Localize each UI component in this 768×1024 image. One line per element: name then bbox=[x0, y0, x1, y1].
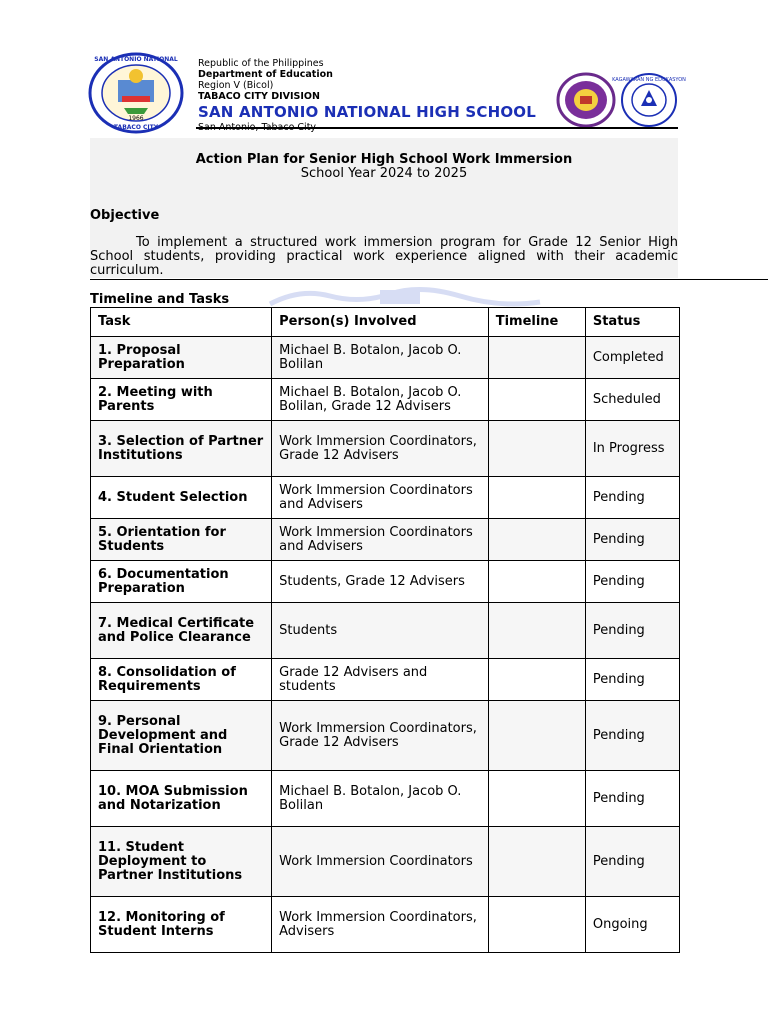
status-cell: Scheduled bbox=[585, 379, 679, 421]
persons-cell: Work Immersion Coordinators bbox=[272, 827, 489, 897]
school-name: SAN ANTONIO NATIONAL HIGH SCHOOL bbox=[198, 103, 536, 121]
objective-text: To implement a structured work immersion program for Grade 12 Senior High School students, providing practical work experience aligned with their academic curriculum. bbox=[90, 235, 678, 278]
timeline-cell bbox=[488, 561, 585, 603]
table-row bbox=[91, 337, 680, 379]
task-cell: 11. Student Deployment to Partner Institutions bbox=[91, 827, 272, 897]
persons-cell: Students bbox=[272, 603, 489, 659]
objective-heading: Objective bbox=[90, 208, 160, 223]
svg-text:TABACO CITY: TABACO CITY bbox=[113, 124, 159, 131]
status-cell: Pending bbox=[585, 659, 679, 701]
task-cell: 1. Proposal Preparation bbox=[91, 337, 272, 379]
task-cell: 7. Medical Certificate and Police Clearance bbox=[91, 603, 272, 659]
timeline-cell bbox=[488, 897, 585, 953]
section-divider bbox=[90, 279, 768, 280]
table-row bbox=[91, 603, 680, 659]
persons-cell: Grade 12 Advisers and students bbox=[272, 659, 489, 701]
timeline-cell bbox=[488, 659, 585, 701]
persons-cell: Michael B. Botalon, Jacob O. Bolilan bbox=[272, 771, 489, 827]
table-row bbox=[91, 421, 680, 477]
seal-year: 1966 bbox=[128, 115, 144, 122]
division-seal-logo bbox=[556, 72, 616, 128]
status-cell: Pending bbox=[585, 561, 679, 603]
division-line: TABACO CITY DIVISION bbox=[198, 91, 320, 102]
watermark-image bbox=[270, 284, 540, 304]
status-cell: Pending bbox=[585, 603, 679, 659]
column-header-timeline: Timeline bbox=[488, 308, 585, 337]
status-cell: Pending bbox=[585, 519, 679, 561]
task-cell: 12. Monitoring of Student Interns bbox=[91, 897, 272, 953]
timeline-cell bbox=[488, 603, 585, 659]
timeline-cell bbox=[488, 379, 585, 421]
column-header-persons: Person(s) Involved bbox=[272, 308, 489, 337]
task-cell: 4. Student Selection bbox=[91, 477, 272, 519]
status-cell: Pending bbox=[585, 701, 679, 771]
document-title: Action Plan for Senior High School Work Immersion bbox=[195, 152, 573, 167]
header-divider bbox=[196, 127, 678, 129]
tasks-table bbox=[90, 307, 680, 953]
timeline-cell bbox=[488, 827, 585, 897]
persons-cell: Work Immersion Coordinators and Advisers bbox=[272, 519, 489, 561]
deped-seal-logo bbox=[612, 72, 686, 128]
table-row bbox=[91, 659, 680, 701]
status-cell: Completed bbox=[585, 337, 679, 379]
persons-cell: Work Immersion Coordinators, Grade 12 Advisers bbox=[272, 701, 489, 771]
task-cell: 8. Consolidation of Requirements bbox=[91, 659, 272, 701]
status-cell: Pending bbox=[585, 827, 679, 897]
task-cell: 10. MOA Submission and Notarization bbox=[91, 771, 272, 827]
persons-cell: Work Immersion Coordinators, Grade 12 Advisers bbox=[272, 421, 489, 477]
document-header bbox=[0, 0, 768, 134]
timeline-heading: Timeline and Tasks bbox=[90, 292, 230, 307]
column-header-task: Task bbox=[91, 308, 272, 337]
header-text-block bbox=[198, 58, 536, 133]
task-cell: 3. Selection of Partner Institutions bbox=[91, 421, 272, 477]
table-row bbox=[91, 701, 680, 771]
svg-text:SAN ANTONIO NATIONAL: SAN ANTONIO NATIONAL bbox=[94, 56, 178, 63]
school-seal-logo bbox=[88, 52, 184, 134]
timeline-cell bbox=[488, 771, 585, 827]
status-cell: In Progress bbox=[585, 421, 679, 477]
persons-cell: Students, Grade 12 Advisers bbox=[272, 561, 489, 603]
status-cell: Pending bbox=[585, 771, 679, 827]
task-cell: 2. Meeting with Parents bbox=[91, 379, 272, 421]
persons-cell: Michael B. Botalon, Jacob O. Bolilan, Grade 12 Advisers bbox=[272, 379, 489, 421]
timeline-cell bbox=[488, 477, 585, 519]
timeline-cell bbox=[488, 421, 585, 477]
table-row bbox=[91, 771, 680, 827]
table-row bbox=[91, 519, 680, 561]
task-cell: 5. Orientation for Students bbox=[91, 519, 272, 561]
column-header-status: Status bbox=[585, 308, 679, 337]
table-row bbox=[91, 379, 680, 421]
table-row bbox=[91, 897, 680, 953]
table-row bbox=[91, 561, 680, 603]
region-line: Region V (Bicol) bbox=[198, 80, 274, 91]
persons-cell: Work Immersion Coordinators, Advisers bbox=[272, 897, 489, 953]
deped-seal-text: KAGAWARAN NG EDUKASYON bbox=[612, 77, 686, 83]
timeline-cell bbox=[488, 519, 585, 561]
table-row bbox=[91, 477, 680, 519]
task-cell: 9. Personal Development and Final Orientation bbox=[91, 701, 272, 771]
status-cell: Ongoing bbox=[585, 897, 679, 953]
timeline-cell bbox=[488, 337, 585, 379]
table-row bbox=[91, 827, 680, 897]
department-line: Department of Education bbox=[198, 69, 333, 80]
task-cell: 6. Documentation Preparation bbox=[91, 561, 272, 603]
timeline-cell bbox=[488, 701, 585, 771]
status-cell: Pending bbox=[585, 477, 679, 519]
document-subtitle: School Year 2024 to 2025 bbox=[300, 166, 468, 181]
persons-cell: Michael B. Botalon, Jacob O. Bolilan bbox=[272, 337, 489, 379]
table-header-row bbox=[91, 308, 680, 337]
persons-cell: Work Immersion Coordinators and Advisers bbox=[272, 477, 489, 519]
republic-line: Republic of the Philippines bbox=[198, 58, 324, 69]
